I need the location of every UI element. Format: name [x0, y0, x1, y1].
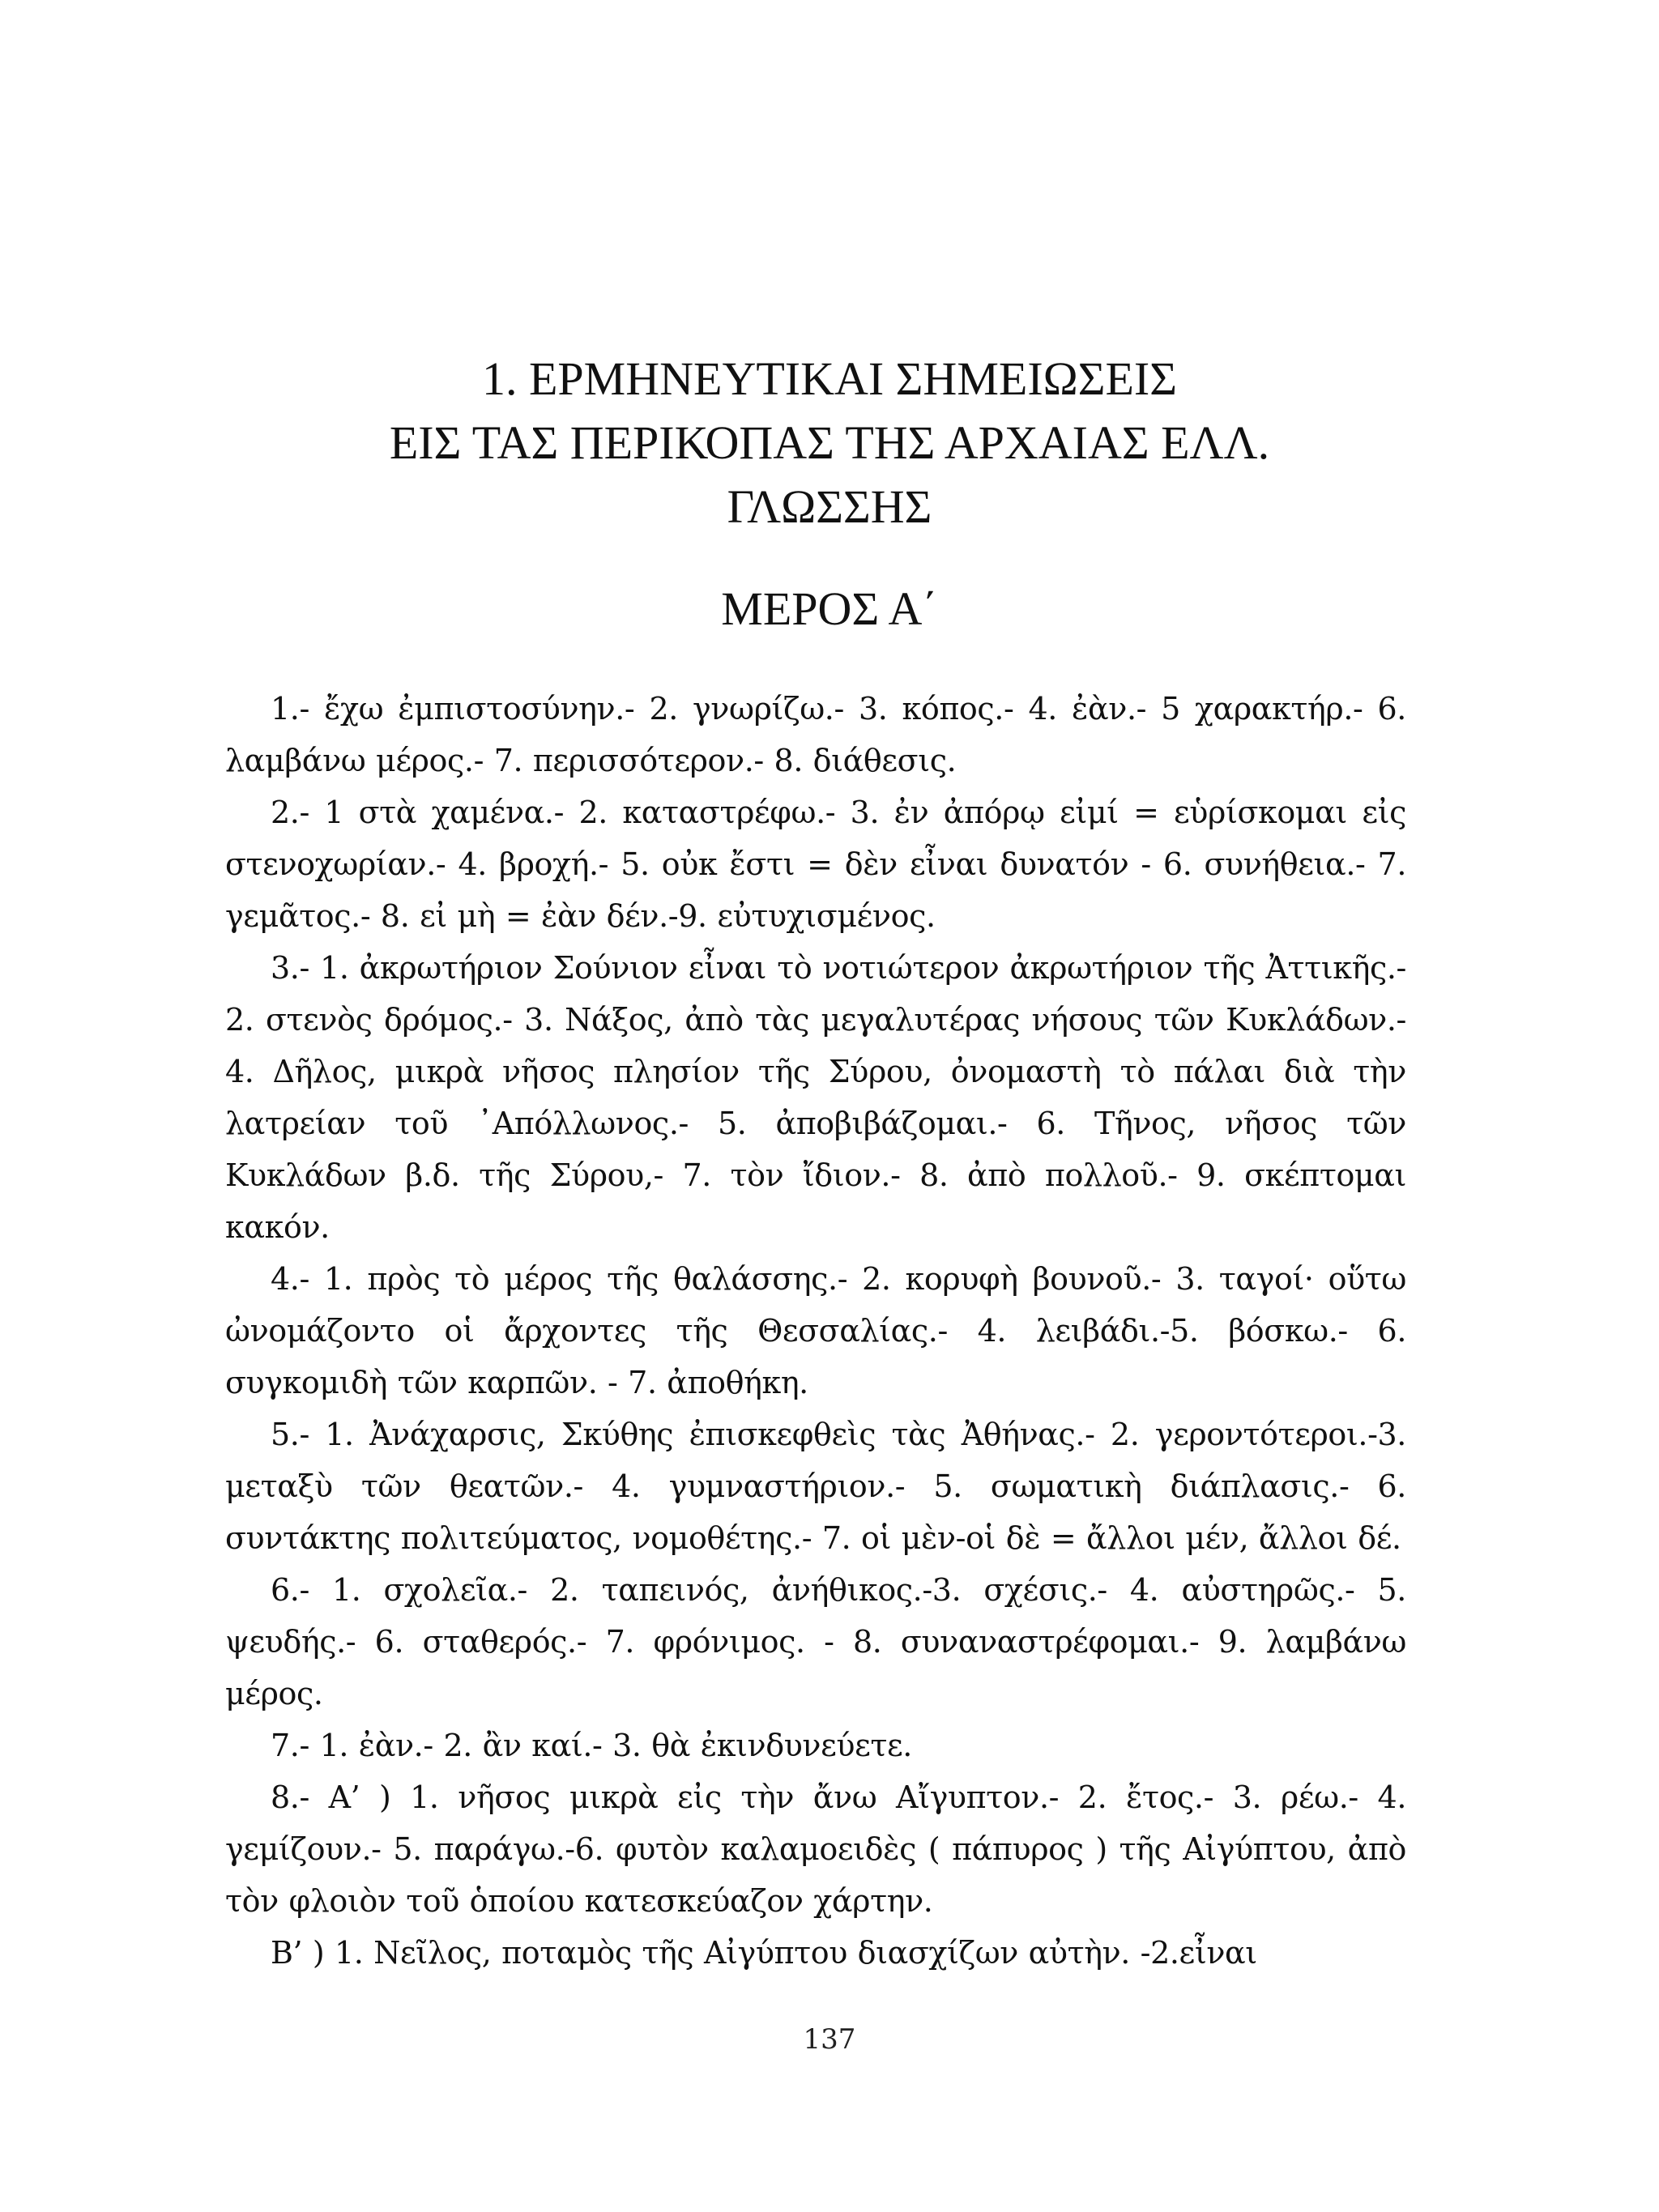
- chapter-title: [0, 347, 1659, 539]
- chapter-title-line-2: ΕΙΣ ΤΑΣ ΠΕΡΙΚΟΠΑΣ ΤΗΣ ΑΡΧΑΙΑΣ ΕΛΛ.: [389, 416, 1270, 469]
- note-entry-5: 5.- 1. Ἀνάχαρσις, Σκύθης ἐπισκεφθεὶς τὰς Ἀθήνας.- 2. γεροντότεροι.-3. μεταξὺ τῶν θεατῶν.- 4. γυμναστήριον.- 5. σωματικὴ διάπλασις.- 6. συντάκτης πολιτεύματος, νομοθέτης.- 7. οἱ μὲν-οἱ δὲ = ἄλλοι μέν, ἄλλοι δέ.: [225, 1417, 1406, 1556]
- note-entry-8b: Β’ ) 1. Νεῖλος, ποταμὸς τῆς Αἰγύπτου διασχίζων αὐτὴν. -2.εἶναι: [271, 1935, 1257, 1971]
- page-number: 137: [803, 2023, 856, 2056]
- part-heading: ΜΕΡΟΣ Α΄: [721, 582, 938, 635]
- note-entry-1: 1.- ἔχω ἐμπιστοσύνην.- 2. γνωρίζω.- 3. κόπος.- 4. ἐὰν.- 5 χαρακτήρ.- 6. λαμβάνω μέρος.- 7. περισσότερον.- 8. διάθεσις.: [225, 691, 1406, 778]
- chapter-title-line-3: ΓΛΩΣΣΗΣ: [727, 480, 932, 533]
- chapter-title-line-1: 1. ΕΡΜΗΝΕΥΤΙΚΑΙ ΣΗΜΕΙΩΣΕΙΣ: [482, 352, 1177, 405]
- note-entry-8: 8.- Α’ ) 1. νῆσος μικρὰ εἰς τὴν ἄνω Αἴγυπτον.- 2. ἔτος.- 3. ρέω.- 4. γεμίζουν.- 5. παράγω.-6. φυτὸν καλαμοειδὲς ( πάπυρος ) τῆς Αἰγύπτου, ἀπὸ τὸν φλοιὸν τοῦ ὁποίου κατεσκεύαζον χάρτην.: [225, 1779, 1406, 1919]
- notes-body: [225, 683, 1406, 1979]
- note-entry-2: 2.- 1 στὰ χαμένα.- 2. καταστρέφω.- 3. ἐν ἀπόρῳ εἰμί = εὑρίσκομαι εἰς στενοχωρίαν.- 4. βροχή.- 5. οὐκ ἔστι = δὲν εἶναι δυνατόν - 6. συνήθεια.- 7. γεμᾶτος.- 8. εἰ μὴ = ἐὰν δέν.-9. εὐτυχισμένος.: [225, 795, 1406, 934]
- note-entry-6: 6.- 1. σχολεῖα.- 2. ταπεινός, ἀνήθικος.-3. σχέσις.- 4. αὐστηρῶς.- 5. ψευδής.- 6. σταθερός.- 7. φρόνιμος. - 8. συναναστρέφομαι.- 9. λαμβάνω μέρος.: [225, 1572, 1406, 1711]
- note-entry-3: 3.- 1. ἀκρωτήριον Σούνιον εἶναι τὸ νοτιώτερον ἀκρωτήριον τῆς Ἀττικῆς.- 2. στενὸς δρόμος.- 3. Νάξος, ἀπὸ τὰς μεγαλυτέρας νήσους τῶν Κυκλάδων.- 4. Δῆλος, μικρὰ νῆσος πλησίον τῆς Σύρου, ὀνομαστὴ τὸ πάλαι διὰ τὴν λατρείαν τοῦ ᾿Απόλλωνος.- 5. ἀποβιβάζομαι.- 6. Τῆνος, νῆσος τῶν Κυκλάδων β.δ. τῆς Σύρου,- 7. τὸν ἴδιον.- 8. ἀπὸ πολλοῦ.- 9. σκέπτομαι κακόν.: [225, 950, 1406, 1245]
- note-entry-4: 4.- 1. πρὸς τὸ μέρος τῆς θαλάσσης.- 2. κορυφὴ βουνοῦ.- 3. ταγοί· οὕτω ὠνομάζοντο οἱ ἄρχοντες τῆς Θεσσαλίας.- 4. λειβάδι.-5. βόσκω.- 6. συγκομιδὴ τῶν καρπῶν. - 7. ἀποθήκη.: [225, 1261, 1406, 1400]
- note-entry-7: 7.- 1. ἐὰν.- 2. ἂν καί.- 3. θὰ ἐκινδυνεύετε.: [271, 1728, 912, 1763]
